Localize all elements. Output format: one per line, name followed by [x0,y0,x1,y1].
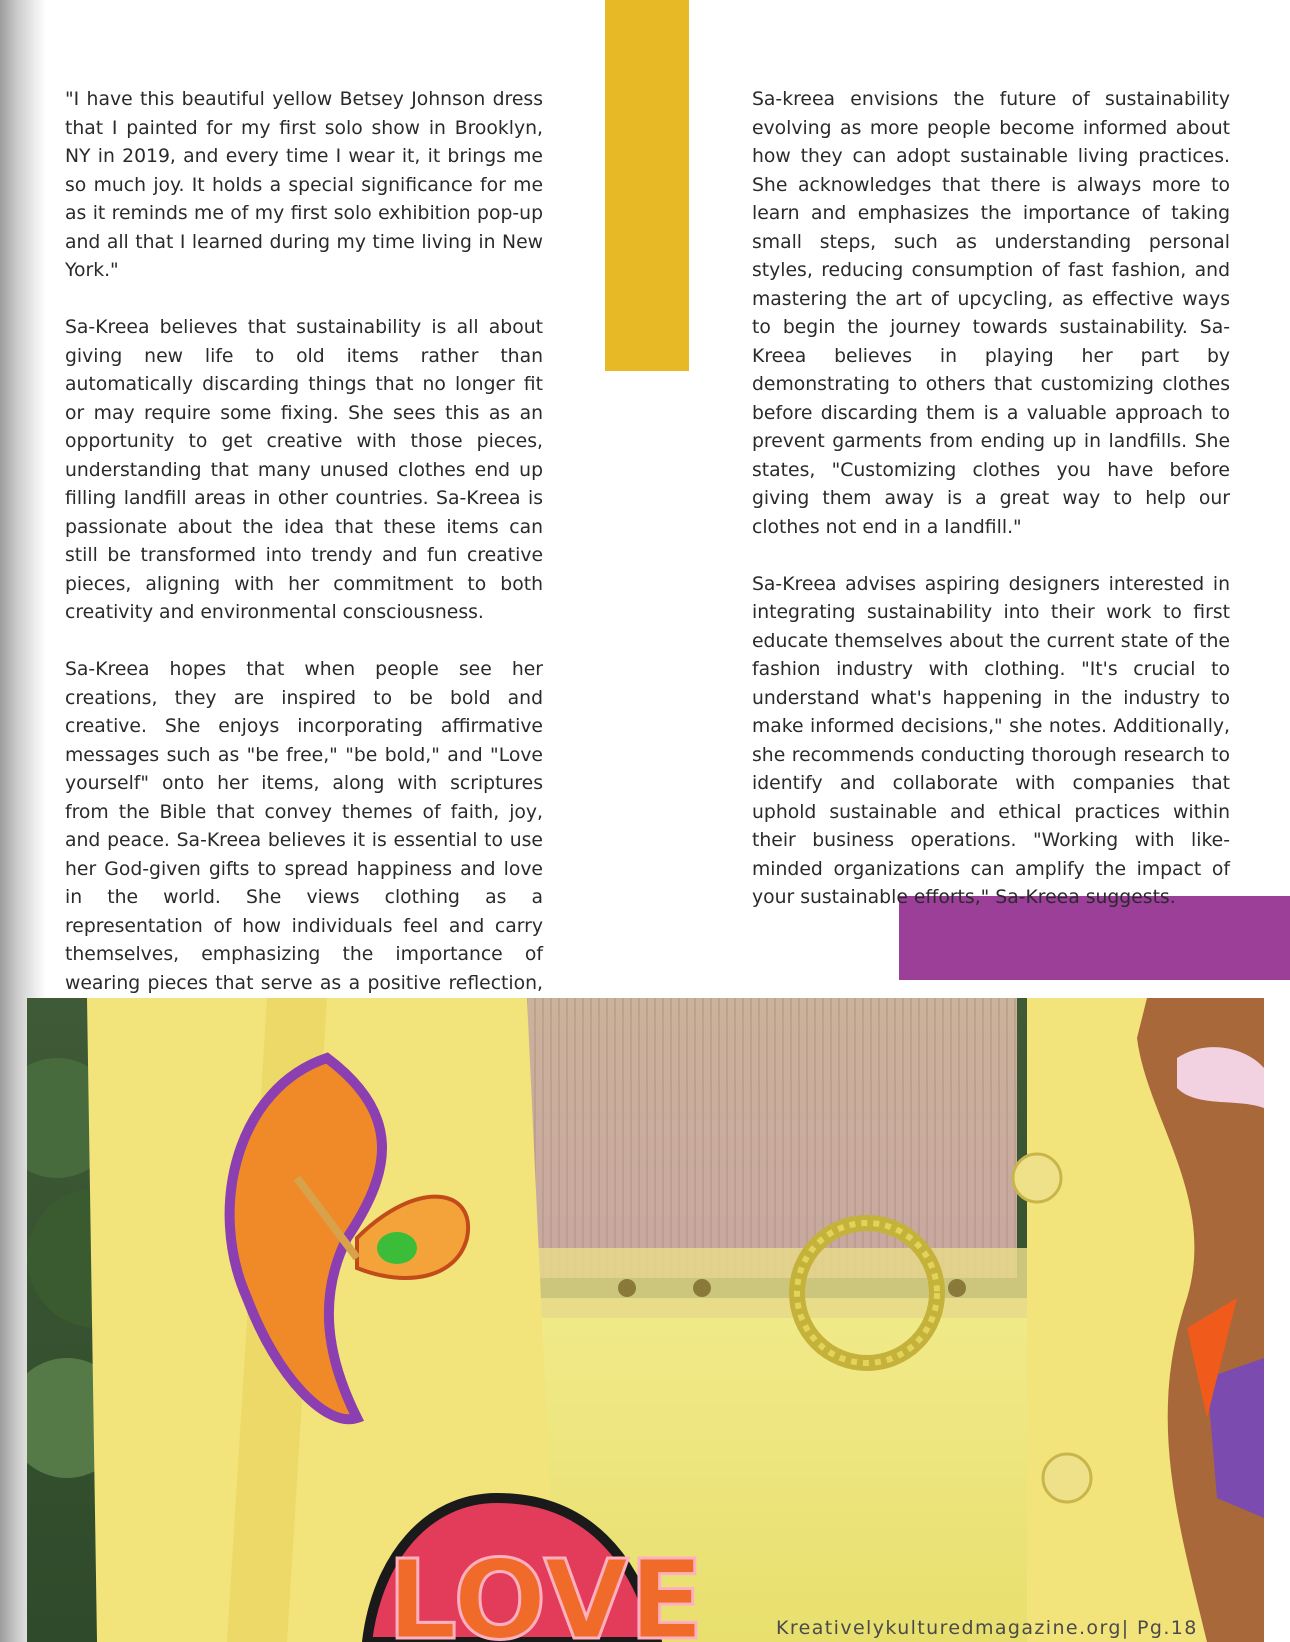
paragraph-hopes: Sa-Kreea hopes that when people see her creations, they are inspired to be bold and creative. She enjoys incorporating affirmative messages such as "be free," "be bold," and "Love yourself" onto her items, along with scriptures from the Bible that convey themes of faith, joy, and peace. Sa-Kreea believes it is essential to use her God-given gifts to spread happiness and love in the world. She views clothing as a representation of how individuals feel and carry themselves, emphasizing the importance of wearing pieces that serve as a positive reflection, [65,659,543,994]
paragraph-advice: Sa-Kreea advises aspiring designers interested in integrating sustainability into their work to first educate themselves about the current state of the fashion industry with clothing. "It's crucial to understand what's happening in the industry to make informed decisions," she notes. Additionally, she recommends conducting thorough research to identify and collaborate with companies that uphold sustainable and ethical practices within their business operations. "Working with like-minded organizations can amplify the impact of your sustainable efforts," Sa-Kreea suggests. [752,573,1230,908]
footer-site-page: Kreativelykulturedmagazine.org| Pg.18 [776,1617,1198,1639]
feature-photo-painted-outfit [27,998,1264,1642]
photo-illustration [27,998,1264,1642]
paragraph-quote: "I have this beautiful yellow Betsey Johnson dress that I painted for my first solo show in Brooklyn, NY in 2019, and every time I wear it, it brings me so much joy. It holds a special significance for me as it reminds me of my first solo exhibition pop-up and all that I learned during my time living in New York." [65,89,543,281]
article-column-right [752,86,1230,941]
paragraph-sustainability: Sa-Kreea believes that sustainability is all about giving new life to old items rather than automatically discarding things that no longer fit or may require some fixing. She sees this as an opportunity to get creative with those pieces, understanding that many unused clothes end up filling landfill areas in other countries. Sa-Kreea is passionate about the idea that these items can still be transformed into trendy and fun creative pieces, aligning with her commitment to both creativity and environmental consciousness. [65,317,543,623]
photo-painted-love-text: LOVE [387,1536,705,1642]
article-column-left [65,86,543,1084]
yellow-accent-block [605,0,689,371]
paragraph-future: Sa-kreea envisions the future of sustainability evolving as more people become informed about how they can adopt sustainable living practices. She acknowledges that there is always more to learn and emphasizes the importance of taking small steps, such as understanding personal styles, reducing consumption of fast fashion, and mastering the art of upcycling, as effective ways to begin the journey towards sustainability. Sa-Kreea believes in playing her part by demonstrating to others that customizing clothes before discarding them is a valuable approach to prevent garments from ending up in landfills. She states, "Customizing clothes you have before giving them away is a great way to help our clothes not end in a landfill." [752,89,1230,538]
